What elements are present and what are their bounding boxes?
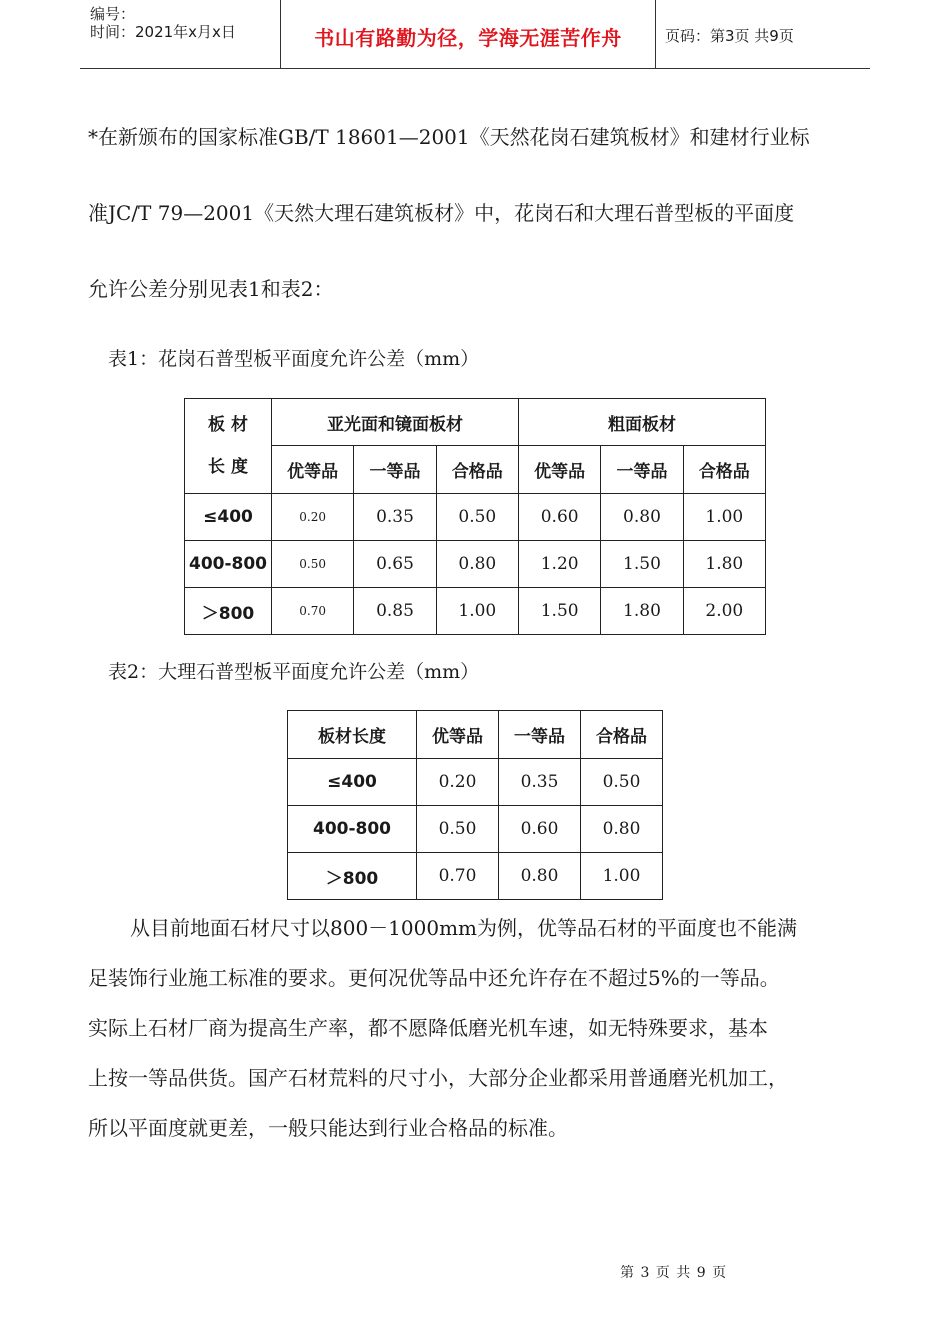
page-header [80,0,870,69]
table1-row-label: 400-800 [185,541,272,588]
intro-line-3: 允许公差分别见表1和表2： [88,277,334,301]
table-cell: 0.65 [354,541,436,588]
table-row [288,759,663,806]
header-motto: 书山有路勤为径，学海无涯苦作舟 [314,26,622,50]
table1-caption: 表1：花岗石普型板平面度允许公差（mm） [108,348,480,370]
table1-subheader: 一等品 [601,446,683,494]
doc-date-label: 时间：2021年x月x日 [90,23,236,41]
table-cell: 0.70 [417,853,499,900]
table1-row-label: ≤400 [185,494,272,541]
table-cell: 0.85 [354,588,436,635]
table1-row-label: ＞800 [185,588,272,635]
marble-tolerance-table [287,710,663,900]
granite-tolerance-table [184,398,766,635]
table1-corner-line2: 长 度 [208,457,248,477]
table-cell: 0.20 [417,759,499,806]
table-cell: 0.70 [272,588,354,635]
table-cell: 0.60 [518,494,600,541]
table-row [288,853,663,900]
table-cell: 2.00 [683,588,765,635]
table-cell: 1.00 [436,588,518,635]
table2-row-label: ＞800 [288,853,417,900]
table-cell: 0.80 [499,853,581,900]
body-line-5: 所以平面度就更差，一般只能达到行业合格品的标准。 [88,1116,568,1140]
body-line-2: 足装饰行业施工标准的要求。更何况优等品中还允许存在不超过5%的一等品。 [88,966,780,990]
table-cell: 0.80 [581,806,663,853]
table-cell: 0.60 [499,806,581,853]
table-cell: 1.80 [683,541,765,588]
table2-header: 合格品 [581,711,663,759]
body-line-4: 上按一等品供货。国产石材荒料的尺寸小，大部分企业都采用普通磨光机加工， [88,1066,788,1090]
table1-subheader: 优等品 [272,446,354,494]
header-page-label: 页码：第3页 共9页 [665,27,794,45]
table2-header: 一等品 [499,711,581,759]
header-left-cell [80,0,280,68]
table-row [288,806,663,853]
table2-caption: 表2：大理石普型板平面度允许公差（mm） [108,661,480,683]
table2-header: 板材长度 [288,711,417,759]
table-cell: 0.80 [601,494,683,541]
table1-group2-header: 粗面板材 [518,399,765,446]
table-cell: 1.20 [518,541,600,588]
table-cell: 0.80 [436,541,518,588]
body-line-1: 从目前地面石材尺寸以800－1000mm为例，优等品石材的平面度也不能满 [130,916,798,940]
table1-subheader: 优等品 [518,446,600,494]
table-row [185,588,766,635]
table-row [185,541,766,588]
table-cell: 0.50 [417,806,499,853]
table1-subheader: 合格品 [436,446,518,494]
table-cell: 1.00 [683,494,765,541]
table-cell: 0.35 [354,494,436,541]
intro-line-1: *在新颁布的国家标准GB/T 18601—2001《天然花岗石建筑板材》和建材行业标 [88,125,810,149]
body-line-3: 实际上石材厂商为提高生产率，都不愿降低磨光机车速，如无特殊要求，基本 [88,1016,768,1040]
table1-corner-header [185,399,272,494]
table-cell: 0.50 [436,494,518,541]
table-cell: 1.80 [601,588,683,635]
header-right-cell [655,0,870,68]
table-cell: 1.00 [581,853,663,900]
table-cell: 1.50 [518,588,600,635]
doc-code-label: 编号： [90,5,136,23]
table-cell: 0.35 [499,759,581,806]
table1-subheader: 一等品 [354,446,436,494]
table-cell: 0.50 [581,759,663,806]
table-row [185,494,766,541]
table2-header: 优等品 [417,711,499,759]
table1-group1-header: 亚光面和镜面板材 [272,399,519,446]
table-cell: 1.50 [601,541,683,588]
table-cell: 0.20 [272,494,354,541]
intro-line-2: 准JC/T 79—2001《天然大理石建筑板材》中，花岗石和大理石普型板的平面度 [88,201,795,225]
header-middle-cell [280,0,656,68]
table1-subheader: 合格品 [683,446,765,494]
table-cell: 0.50 [272,541,354,588]
table1-corner-line1: 板 材 [208,415,248,435]
table2-row-label: 400-800 [288,806,417,853]
table2-row-label: ≤400 [288,759,417,806]
page-footer: 第 3 页 共 9 页 [620,1265,728,1281]
